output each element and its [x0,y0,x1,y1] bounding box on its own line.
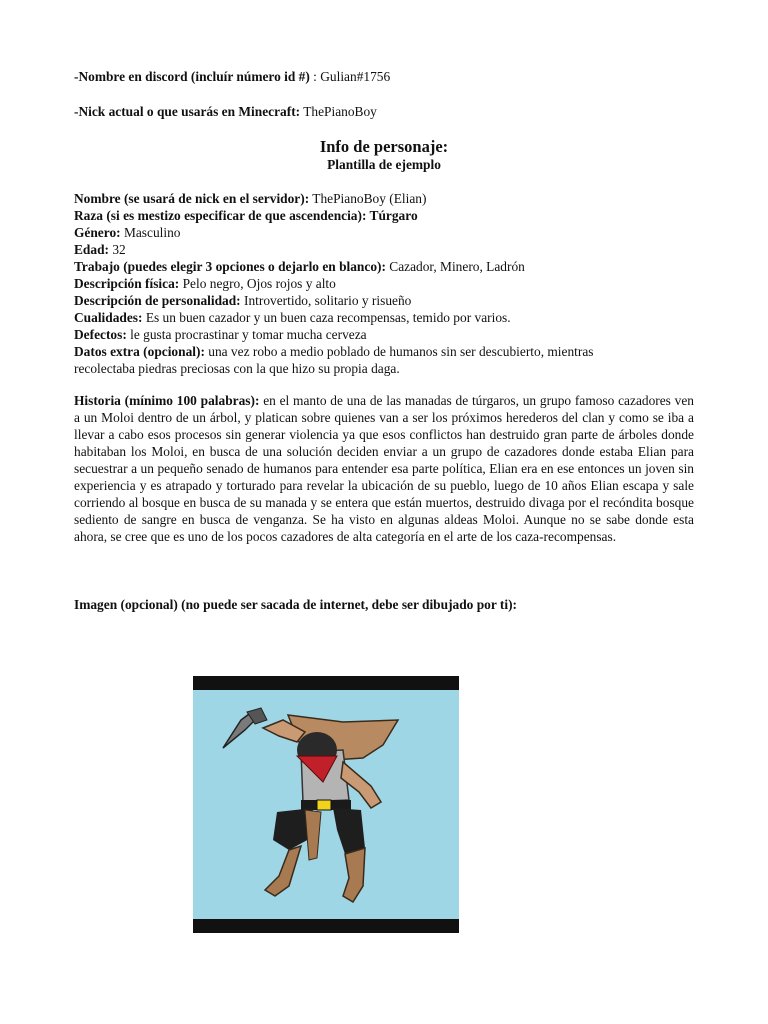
field-extra-continued [74,360,400,377]
trabajo-value: Cazador, Minero, Ladrón [385,259,525,274]
genero-value: Masculino [120,225,181,240]
personalidad-label: Descripción de personalidad: [74,293,241,308]
cualidades-label: Cualidades: [74,310,143,325]
defectos-value: le gusta procrastinar y tomar mucha cerveza [126,327,367,342]
defectos-label: Defectos: [74,327,127,342]
nick-label: -Nick actual o que usarás en Minecraft: [74,104,301,119]
character-drawing [193,676,459,933]
field-extra [74,343,594,360]
cualidades-value: Es un buen cazador y un buen caza recompensas, temido por varios. [142,310,511,325]
character-illustration [193,690,459,919]
nombre-label: Nombre (se usará de nick en el servidor): [74,191,310,206]
imagen-line [74,596,517,613]
imagen-label: Imagen (opcional) (no puede ser sacada de internet, debe ser dibujado por ti): [74,597,518,612]
field-cualidades [74,309,511,326]
extra-label: Datos extra (opcional): [74,344,205,359]
section-heading [74,137,694,173]
genero-label: Género: [74,225,121,240]
field-fisica [74,275,336,292]
nombre-value: ThePianoBoy (Elian) [309,191,427,206]
historia-paragraph [74,392,694,545]
nick-line [74,103,377,120]
personalidad-value: Introvertido, solitario y risueño [240,293,412,308]
field-personalidad [74,292,411,309]
edad-label: Edad: [74,242,109,257]
discord-label: -Nombre en discord (incluír número id #) [74,69,310,84]
discord-value: : Gulian#1756 [309,69,391,84]
discord-line [74,68,390,85]
edad-value: 32 [108,242,126,257]
historia-label: Historia (mínimo 100 palabras): [74,393,260,408]
field-trabajo [74,258,525,275]
nick-value: ThePianoBoy [300,104,377,119]
section-title: Info de personaje: [319,137,449,156]
historia-text: en el manto de una de las manadas de túrgaros, un grupo famoso cazadores ven a un Moloi dentro de un árbol, y platican sobre quienes van a ser los próximos herederos del clan y como se iba a llevar a cabo esos procesos sin generar violencia ya que esos conflictos han destruido gran parte de árboles donde habitaban los Moloi, en busca de una solución deciden enviar a un grupo de cazadores donde estaba Elian para secuestrar a un pequeño senado de humanos para entender esa parte política, Elian era en ese entonces un joven sin experiencia y es atrapado y torturado para revelar la ubicación de su pueblo, luego de 10 años Elian escapa y sale corriendo al bosque en busca de su manada y se entera que están muertos, destruido divaga por el recóndita bosque sediento de sangre en busca de venganza. Se ha visto en algunas aldeas Moloi. Aunque no se sabe donde esta ahora, se cree que es uno de los pocos cazadores de alta categoría en el arte de los caza-recompensas. [74,393,695,544]
section-subtitle: Plantilla de ejemplo [327,157,441,172]
extra-value: una vez robo a medio poblado de humanos sin ser descubierto, mientras [204,344,594,359]
field-genero [74,224,181,241]
fisica-label: Descripción física: [74,276,180,291]
extra-value-continued: recolectaba piedras preciosas con la que hizo su propia daga. [74,361,400,376]
field-raza [74,207,418,224]
field-defectos [74,326,367,343]
raza-label: Raza (si es mestizo especificar de que ascendencia): Túrgaro [74,208,418,223]
field-nombre [74,190,426,207]
fisica-value: Pelo negro, Ojos rojos y alto [179,276,336,291]
field-edad [74,241,126,258]
trabajo-label: Trabajo (puedes elegir 3 opciones o dejarlo en blanco): [74,259,386,274]
